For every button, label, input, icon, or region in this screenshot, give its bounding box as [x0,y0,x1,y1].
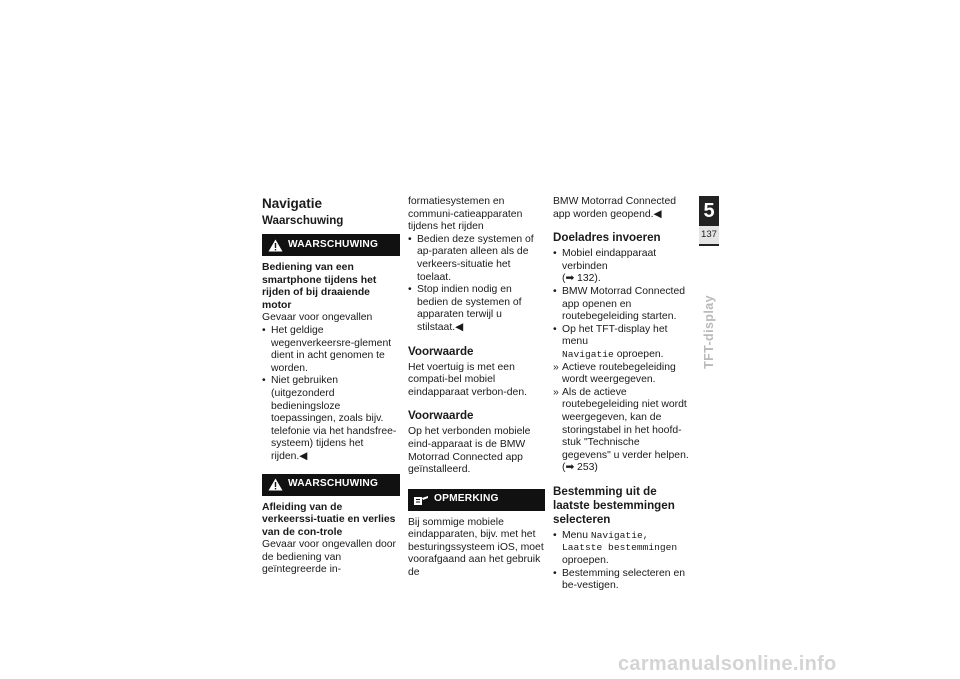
warning-heading-2: Afleiding van de verkeerssi-tuatie en verlies van de con-trole [262,501,396,538]
note-label: OPMERKING [434,493,499,505]
warning-body-2: Gevaar voor ongevallen door de bediening van geïntegreerde in- [262,539,397,576]
page-reference[interactable]: (➡ 132). [562,273,601,285]
menu-name: Navigatie [562,348,614,360]
warning-triangle-icon [264,234,286,256]
section-title-recent-destinations: Bestemming uit de laatste bestemmingen selecteren [553,484,675,526]
section-title-warning: Waarschuwing [262,214,344,227]
warning-label: WAARSCHUWING [288,238,379,250]
note-banner [408,489,545,511]
warning-intro-1: Gevaar voor ongevallen [262,312,373,324]
list-item: • Bedien deze systemen of ap-paraten alleen als de verkeers-situatie het toelaat. [408,233,534,283]
list-item: • Stop indien nodig en bedien de systemen of apparaten terwijl u stilstaat.◀ [408,284,522,333]
list-item: • Menu Navigatie, Laatste bestemmingen oproepen. [553,529,678,567]
chapter-side-label: TFT-display [702,295,716,369]
warning-triangle-icon [264,474,286,496]
section-title-requirement-2: Voorwaarde [408,409,474,423]
menu-name: Navigatie, Laatste bestemmingen [562,529,678,554]
section-title-destination: Doeladres invoeren [553,231,661,245]
list-item: • BMW Motorrad Connected app openen en routebegeleiding starten. [553,285,686,323]
column-1 [262,196,400,577]
warning-banner-2 [262,474,400,496]
warning-heading-1: Bediening van een smartphone tijdens het rijden of bij draaiende motor [262,262,377,311]
column-2 [408,196,545,580]
requirement-body-2: Op het verbonden mobiele eind-apparaat is de BMW Motorrad Connected app geïnstalleerd. [408,426,531,476]
section-title-requirement-1: Voorwaarde [408,344,474,358]
recent-steps [553,530,690,593]
continued-text: formatiesystemen en communi-catieapparaten tijdens het rijden [408,196,523,233]
warning-list-1 [262,325,400,464]
chapter-number: 5 [703,200,715,222]
list-item: • Het geldige wegenverkeersre-glement dient in acht genomen te worden. [262,324,392,374]
warning-list-2 [408,234,545,335]
list-item: • Niet gebruiken (uitgezonderd bedieningsloze toepassingen, zoals bijv. telefonie via het handsfree-systeem) tijdens het rijden.◀ [262,375,397,462]
warning-banner-1 [262,234,400,256]
page-reference[interactable]: (➡ 253) [562,462,598,474]
destination-steps [553,248,690,475]
requirement-body-1: Het voertuig is met een compati-bel mobiel eindapparaat verbon-den. [408,361,528,398]
list-item: • Bestemming selecteren en be-vestigen. [553,567,686,592]
note-body: Bij sommige mobiele eindapparaten, bijv. met het besturingssysteem iOS, moet voorafgaand aan het gebruik de [408,516,544,579]
list-item: • Mobiel eindapparaat verbinden (➡ 132). [553,248,657,285]
note-hand-icon [410,489,432,511]
column-3 [553,196,690,593]
list-item: • Op het TFT-display het menu Navigatie oproepen. [553,323,668,360]
result-item: » Actieve routebegeleiding wordt weergegeven. [553,361,676,386]
page-number: 137 [699,226,719,244]
result-item: » Als de actieve routebegeleiding niet wordt weergegeven, kan de storingstabel in het hoofd-stuk "Technische gegevens" u verder helpen. (➡ 253) [553,386,689,474]
continued-text: BMW Motorrad Connected app worden geopend.◀ [553,196,677,220]
page-title: Navigatie [262,196,323,211]
watermark: carmanualsonline.info [618,653,837,675]
warning-label: WAARSCHUWING [288,478,379,490]
